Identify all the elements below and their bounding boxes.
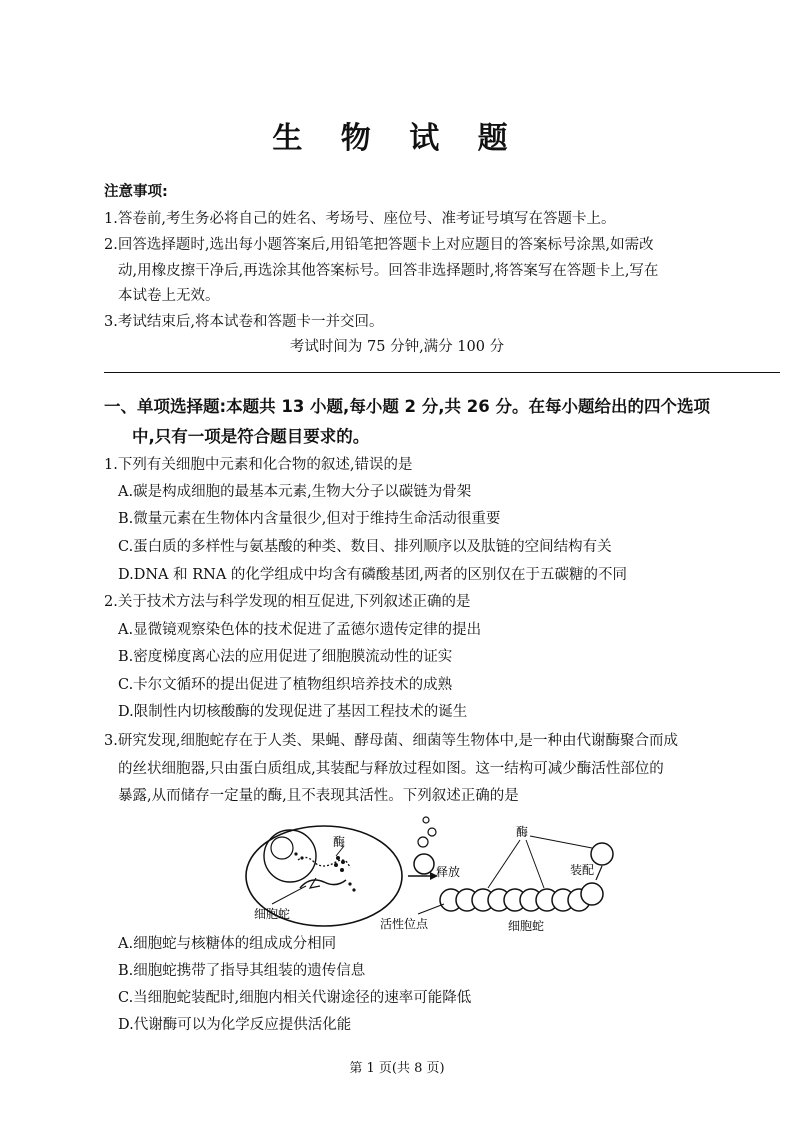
question-3-option-b: B.细胞蛇携带了指导其组装的遗传信息 <box>118 963 366 979</box>
released-enzyme <box>423 817 429 823</box>
label-cell-snake-in-cell: 细胞蛇 <box>254 907 291 921</box>
enzyme-dot <box>334 863 338 867</box>
notice-heading: 注意事项: <box>104 184 168 200</box>
question-2-stem: 2.关于技术方法与科学发现的相互促进,下列叙述正确的是 <box>104 594 471 610</box>
label-assemble: 装配 <box>570 863 595 877</box>
label-leader-line <box>530 836 592 848</box>
label-leader-line <box>526 840 544 888</box>
page-title: 生 物 试 题 <box>272 121 522 156</box>
question-3-option-c: C.当细胞蛇装配时,细胞内相关代谢途径的速率可能降低 <box>118 990 472 1006</box>
question-1-option-a: A.碳是构成细胞的最基本元素,生物大分子以碳链为骨架 <box>118 484 472 500</box>
assembling-enzyme <box>591 843 613 865</box>
notice-item-2-line-3: 本试卷上无效。 <box>118 288 220 304</box>
notice-item-2-line-1: 2.回答选择题时,选出每小题答案后,用铅笔把答题卡上对应题目的答案标号涂黑,如需改 <box>104 237 654 253</box>
question-2-option-c: C.卡尔文循环的提出促进了植物组织培养技术的成熟 <box>118 677 453 693</box>
question-2-option-a: A.显微镜观察染色体的技术促进了孟德尔遗传定律的提出 <box>118 622 482 638</box>
released-enzyme <box>418 837 428 847</box>
page-footer: 第 1 页(共 8 页) <box>349 1061 445 1076</box>
label-active-site: 活性位点 <box>380 917 429 931</box>
label-enzyme-in-cell: 酶 <box>333 835 346 849</box>
question-2-option-d: D.限制性内切核酸酶的发现促进了基因工程技术的诞生 <box>118 704 468 720</box>
cell-snake-strand-2 <box>300 880 346 888</box>
separator-rule <box>104 372 780 373</box>
question-1-option-c: C.蛋白质的多样性与氨基酸的种类、数目、排列顺序以及肽链的空间结构有关 <box>118 539 612 555</box>
cell-arrow <box>310 878 320 888</box>
label-leader-line <box>272 886 306 904</box>
enzyme-dot <box>300 856 303 859</box>
question-3-option-a: A.细胞蛇与核糖体的组成成分相同 <box>118 936 337 952</box>
label-leader-line <box>418 904 444 914</box>
question-3-option-d: D.代谢酶可以为化学反应提供活化能 <box>118 1017 352 1033</box>
enzyme-dot <box>340 868 344 872</box>
enzyme-dot <box>294 852 297 855</box>
released-enzyme <box>428 828 436 836</box>
notice-item-3: 3.考试结束后,将本试卷和答题卡一并交回。 <box>104 314 384 330</box>
notice-item-1: 1.答卷前,考生务必将自己的姓名、考场号、座位号、准考证号填写在答题卡上。 <box>104 211 616 227</box>
notice-item-2-line-2: 动,用橡皮擦干净后,再选涂其他答案标号。回答非选择题时,将答案写在答题卡上,写在 <box>118 263 659 279</box>
question-3-stem-line-1: 3.研究发现,细胞蛇存在于人类、果蝇、酵母菌、细菌等生物体中,是一种由代谢酶聚合而成 <box>104 733 679 749</box>
question-3-stem-line-2: 的丝状细胞器,只由蛋白质组成,其装配与释放过程如图。这一结构可减少酶活性部位的 <box>118 761 664 777</box>
exam-time-info: 考试时间为 75 分钟,满分 100 分 <box>289 339 505 355</box>
question-1-option-b: B.微量元素在生物体内含量很少,但对于维持生命活动很重要 <box>118 511 501 527</box>
question-3-stem-line-3: 暴露,从而储存一定量的酶,且不表现其活性。下列叙述正确的是 <box>118 788 519 804</box>
question-2-option-b: B.密度梯度离心法的应用促进了细胞膜流动性的证实 <box>118 649 453 665</box>
enzyme-dot <box>352 888 355 891</box>
section-1-header-line-2: 中,只有一项是符合题目要求的。 <box>132 427 370 446</box>
question-1-option-d: D.DNA 和 RNA 的化学组成中均含有磷酸基团,两者的区别仅在于五碳糖的不同 <box>118 567 628 583</box>
nucleolus <box>271 837 293 859</box>
free-enzyme <box>414 854 434 874</box>
cell-snake-diagram <box>240 808 640 934</box>
label-enzyme: 酶 <box>516 825 529 839</box>
label-cell-snake: 细胞蛇 <box>508 919 545 933</box>
snake-enzyme <box>581 883 603 905</box>
enzyme-dot <box>336 856 340 860</box>
section-1-header-line-1: 一、单项选择题:本题共 13 小题,每小题 2 分,共 26 分。在每小题给出的四个选项 <box>104 397 711 416</box>
question-1-stem: 1.下列有关细胞中元素和化合物的叙述,错误的是 <box>104 457 413 473</box>
label-release: 释放 <box>436 865 461 879</box>
label-leader-line <box>488 840 520 888</box>
enzyme-dot <box>348 882 351 885</box>
assemble-arrow <box>596 866 602 880</box>
enzyme-dot <box>341 860 345 864</box>
